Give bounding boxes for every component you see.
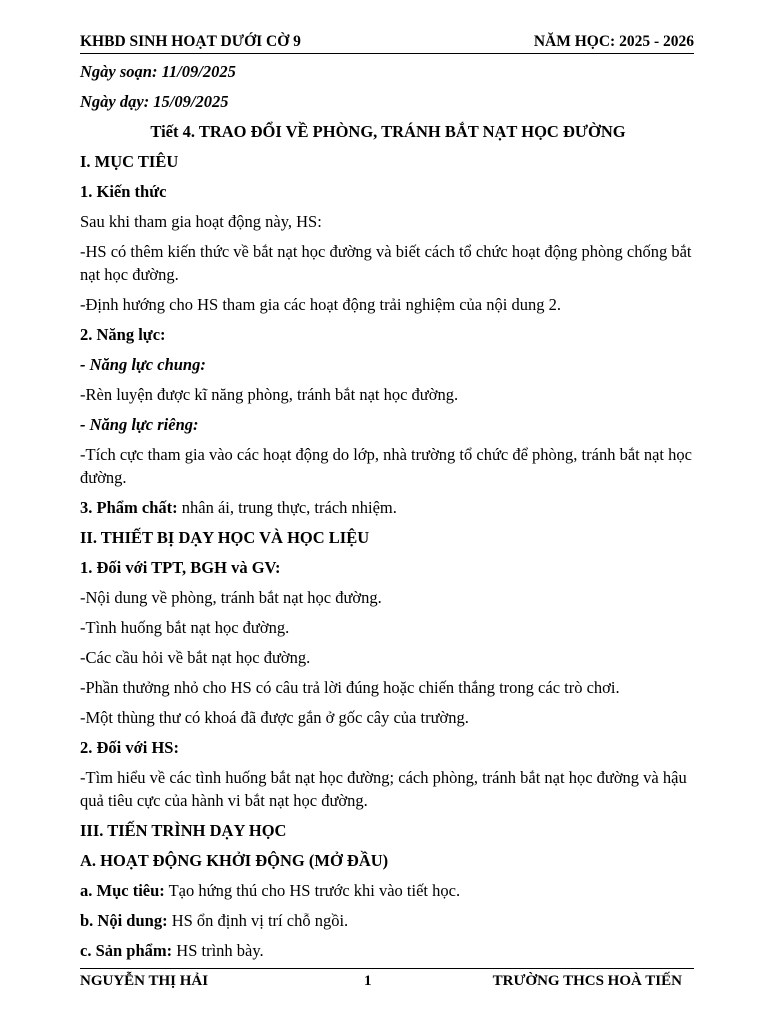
page-number: 1 (364, 973, 372, 989)
noi-dung-text: HS ổn định vị trí chỗ ngồi. (167, 911, 349, 930)
nang-luc-chung-label: - Năng lực chung: (80, 355, 206, 374)
san-pham-line (80, 939, 696, 962)
ngay-soan: Ngày soạn: 11/09/2025 (80, 62, 236, 81)
muc-tieu-line (80, 879, 696, 902)
san-pham-label: c. Sản phẩm: (80, 941, 173, 960)
nang-luc-rieng-label: - Năng lực riêng: (80, 415, 199, 434)
san-pham-text: HS trình bày. (172, 941, 264, 960)
pham-chat-label: 3. Phẩm chất: (80, 498, 178, 517)
muc-tieu-text: Tạo hứng thú cho HS trước khi vào tiết học. (164, 881, 461, 900)
pham-chat-line (80, 496, 696, 519)
gv-item: -Nội dung về phòng, tránh bắt nạt học đường. (80, 588, 382, 607)
section-heading-muc-tieu: I. MỤC TIÊU (80, 152, 179, 171)
gv-item: -Các cầu hỏi về bắt nạt học đường. (80, 648, 311, 667)
subheading-khoi-dong: A. HOẠT ĐỘNG KHỞI ĐỘNG (MỞ ĐẦU) (80, 851, 389, 870)
hs-item: -Tìm hiểu về các tình huống bắt nạt học đường; cách phòng, tránh bắt nạt học đường và hậu quả tiêu cực của hành vi bắt nạt học đường. (80, 768, 687, 810)
header-right: NĂM HỌC: 2025 - 2026 (533, 33, 694, 50)
lesson-title: Tiết 4. TRAO ĐỔI VỀ PHÒNG, TRÁNH BẮT NẠT HỌC ĐƯỜNG (150, 122, 626, 141)
subheading-kien-thuc: 1. Kiến thức (80, 182, 167, 201)
kien-thuc-item: -Định hướng cho HS tham gia các hoạt động trải nghiệm của nội dung 2. (80, 295, 561, 314)
pham-chat-text: nhân ái, trung thực, trách nhiệm. (177, 498, 397, 517)
ngay-day: Ngày dạy: 15/09/2025 (80, 92, 229, 111)
page-footer (80, 968, 694, 991)
section-heading-thiet-bi: II. THIẾT BỊ DẠY HỌC VÀ HỌC LIỆU (80, 528, 370, 547)
header-left: KHBD SINH HOẠT DƯỚI CỜ 9 (80, 33, 301, 50)
gv-item: -Phần thưởng nhỏ cho HS có câu trả lời đúng hoặc chiến thắng trong các trò chơi. (80, 678, 620, 697)
noi-dung-label: b. Nội dung: (80, 911, 168, 930)
page-header (80, 32, 694, 54)
footer-school: TRƯỜNG THCS HOÀ TIẾN (492, 973, 682, 989)
gv-item: -Một thùng thư có khoá đã được gắn ở gốc cây của trường. (80, 708, 469, 727)
kien-thuc-item: -HS có thêm kiến thức về bắt nạt học đường và biết cách tổ chức hoạt động phòng chống bắt nạt học đường. (80, 242, 692, 284)
gv-item: -Tình huống bắt nạt học đường. (80, 618, 290, 637)
nang-luc-rieng-item: -Tích cực tham gia vào các hoạt động do lớp, nhà trường tổ chức để phòng, tránh bắt nạt học đường. (80, 445, 692, 487)
nang-luc-chung-item: -Rèn luyện được kĩ năng phòng, tránh bắt nạt học đường. (80, 385, 459, 404)
subheading-giao-vien: 1. Đối với TPT, BGH và GV: (80, 558, 281, 577)
kien-thuc-intro: Sau khi tham gia hoạt động này, HS: (80, 212, 322, 231)
subheading-hoc-sinh: 2. Đối với HS: (80, 738, 179, 757)
section-heading-tien-trinh: III. TIẾN TRÌNH DẠY HỌC (80, 821, 287, 840)
subheading-nang-luc: 2. Năng lực: (80, 325, 166, 344)
muc-tieu-label: a. Mục tiêu: (80, 881, 165, 900)
noi-dung-line (80, 909, 696, 932)
footer-author: NGUYỄN THỊ HẢI (80, 973, 209, 989)
document-body (80, 60, 696, 969)
